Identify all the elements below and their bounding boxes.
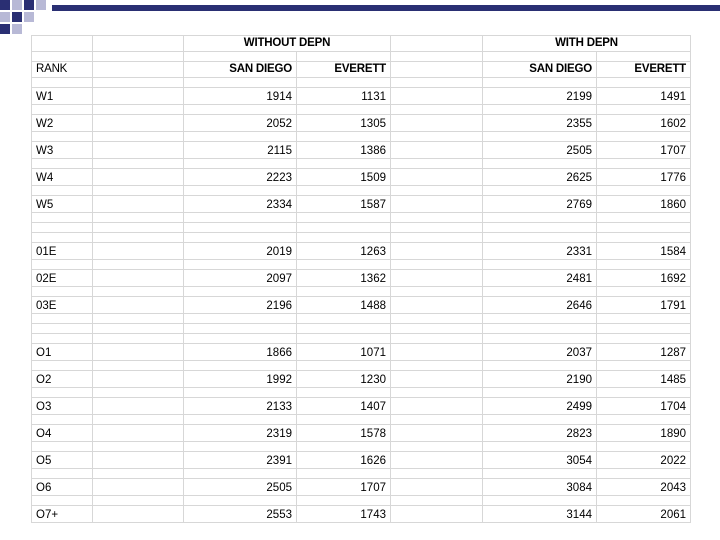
spacer-row — [32, 496, 691, 506]
spacer-row — [32, 287, 691, 297]
row-rank: O3 — [32, 398, 93, 415]
cell-san-diego-with: 2505 — [483, 142, 597, 159]
cell-san-diego-with: 2331 — [483, 243, 597, 260]
cell-everett-with: 2022 — [597, 452, 691, 469]
row-rank: O1 — [32, 344, 93, 361]
column-header-rank: RANK — [32, 62, 93, 78]
cell-san-diego-with: 2823 — [483, 425, 597, 442]
decor-square — [12, 12, 22, 22]
cell-san-diego-without: 2391 — [184, 452, 297, 469]
cell-san-diego-without: 2115 — [184, 142, 297, 159]
cell-san-diego-without: 2223 — [184, 169, 297, 186]
spacer-row — [32, 469, 691, 479]
decor-square — [36, 0, 46, 10]
cell-everett-with: 1287 — [597, 344, 691, 361]
cell-everett-without: 1578 — [297, 425, 391, 442]
cell-everett-without: 1509 — [297, 169, 391, 186]
cell-san-diego-without: 2553 — [184, 506, 297, 523]
table-row — [32, 297, 691, 314]
cell-san-diego-with: 2769 — [483, 196, 597, 213]
row-rank: O2 — [32, 371, 93, 388]
spacer-row — [32, 260, 691, 270]
cell-san-diego-with: 2646 — [483, 297, 597, 314]
table-row — [32, 506, 691, 523]
cell-san-diego-with: 2355 — [483, 115, 597, 132]
cell-everett-with: 1860 — [597, 196, 691, 213]
cell-everett-with: 1890 — [597, 425, 691, 442]
spacer-row — [32, 334, 691, 344]
column-header-everett-with: EVERETT — [597, 62, 691, 78]
column-header-row — [32, 62, 691, 78]
row-rank: W4 — [32, 169, 93, 186]
decor-square — [0, 24, 10, 34]
spacer-row — [32, 78, 691, 88]
spacer-row — [32, 105, 691, 115]
cell-everett-with: 1485 — [597, 371, 691, 388]
row-rank: O5 — [32, 452, 93, 469]
column-header-everett-without: EVERETT — [297, 62, 391, 78]
table-row — [32, 142, 691, 159]
spacer-row — [32, 159, 691, 169]
cell-everett-without: 1362 — [297, 270, 391, 287]
cell-everett-with: 1602 — [597, 115, 691, 132]
table-row — [32, 425, 691, 442]
cell-everett-without: 1131 — [297, 88, 391, 105]
cell-san-diego-without: 2052 — [184, 115, 297, 132]
cell-san-diego-without: 2196 — [184, 297, 297, 314]
row-rank: O4 — [32, 425, 93, 442]
cell-san-diego-without: 2133 — [184, 398, 297, 415]
pay-table — [31, 35, 691, 523]
cell-everett-with: 1776 — [597, 169, 691, 186]
table-row — [32, 115, 691, 132]
cell-san-diego-with: 2037 — [483, 344, 597, 361]
column-header-san-diego-without: SAN DIEGO — [184, 62, 297, 78]
decor-square — [0, 0, 10, 10]
row-rank: W5 — [32, 196, 93, 213]
cell-san-diego-with: 2481 — [483, 270, 597, 287]
cell-everett-without: 1587 — [297, 196, 391, 213]
cell-san-diego-with: 3084 — [483, 479, 597, 496]
header-rule — [52, 5, 720, 11]
spacer-row — [32, 52, 691, 62]
table-row — [32, 196, 691, 213]
row-rank: O6 — [32, 479, 93, 496]
cell-san-diego-without: 2505 — [184, 479, 297, 496]
spacer-row — [32, 233, 691, 243]
blank-row — [32, 324, 691, 334]
cell-san-diego-with: 2499 — [483, 398, 597, 415]
decor-square — [24, 12, 34, 22]
table-row — [32, 88, 691, 105]
blank-row — [32, 314, 691, 324]
cell-everett-without: 1386 — [297, 142, 391, 159]
table-row — [32, 344, 691, 361]
spacer-row — [32, 132, 691, 142]
blank-row — [32, 223, 691, 233]
cell-everett-without: 1707 — [297, 479, 391, 496]
group-header-with-depn: WITH DEPN — [483, 36, 691, 52]
row-rank: W1 — [32, 88, 93, 105]
cell-san-diego-without: 2019 — [184, 243, 297, 260]
cell-san-diego-with: 2625 — [483, 169, 597, 186]
cell-san-diego-without: 1914 — [184, 88, 297, 105]
table-row — [32, 371, 691, 388]
spacer-row — [32, 415, 691, 425]
cell-san-diego-without: 2334 — [184, 196, 297, 213]
cell-san-diego-with: 2199 — [483, 88, 597, 105]
row-rank: W3 — [32, 142, 93, 159]
slide-decoration — [0, 0, 52, 36]
row-rank: 02E — [32, 270, 93, 287]
decor-square — [0, 12, 10, 22]
cell-everett-without: 1488 — [297, 297, 391, 314]
spacer-row — [32, 186, 691, 196]
table-row — [32, 479, 691, 496]
table-row — [32, 169, 691, 186]
blank-row — [32, 213, 691, 223]
decor-square — [24, 0, 34, 10]
row-rank: 01E — [32, 243, 93, 260]
cell-san-diego-without: 1866 — [184, 344, 297, 361]
cell-everett-with: 1692 — [597, 270, 691, 287]
spacer-row — [32, 388, 691, 398]
cell-everett-with: 1584 — [597, 243, 691, 260]
cell-everett-without: 1743 — [297, 506, 391, 523]
table-row — [32, 398, 691, 415]
cell-everett-without: 1071 — [297, 344, 391, 361]
cell-everett-with: 2061 — [597, 506, 691, 523]
cell-everett-with: 2043 — [597, 479, 691, 496]
table-row — [32, 270, 691, 287]
cell-everett-with: 1491 — [597, 88, 691, 105]
cell-everett-without: 1305 — [297, 115, 391, 132]
column-header-san-diego-with: SAN DIEGO — [483, 62, 597, 78]
cell-san-diego-without: 1992 — [184, 371, 297, 388]
group-header-row — [32, 36, 691, 52]
table-row — [32, 452, 691, 469]
cell-san-diego-with: 3054 — [483, 452, 597, 469]
cell-everett-with: 1791 — [597, 297, 691, 314]
decor-square — [12, 24, 22, 34]
cell-everett-with: 1707 — [597, 142, 691, 159]
cell-everett-without: 1407 — [297, 398, 391, 415]
cell-san-diego-without: 2319 — [184, 425, 297, 442]
row-rank: 03E — [32, 297, 93, 314]
row-rank: W2 — [32, 115, 93, 132]
table-row — [32, 243, 691, 260]
decor-square — [12, 0, 22, 10]
cell-everett-with: 1704 — [597, 398, 691, 415]
cell-san-diego-with: 2190 — [483, 371, 597, 388]
row-rank: O7+ — [32, 506, 93, 523]
cell-san-diego-with: 3144 — [483, 506, 597, 523]
cell-everett-without: 1626 — [297, 452, 391, 469]
cell-everett-without: 1263 — [297, 243, 391, 260]
cell-everett-without: 1230 — [297, 371, 391, 388]
group-header-without-depn: WITHOUT DEPN — [184, 36, 391, 52]
spacer-row — [32, 442, 691, 452]
cell-san-diego-without: 2097 — [184, 270, 297, 287]
spacer-row — [32, 361, 691, 371]
